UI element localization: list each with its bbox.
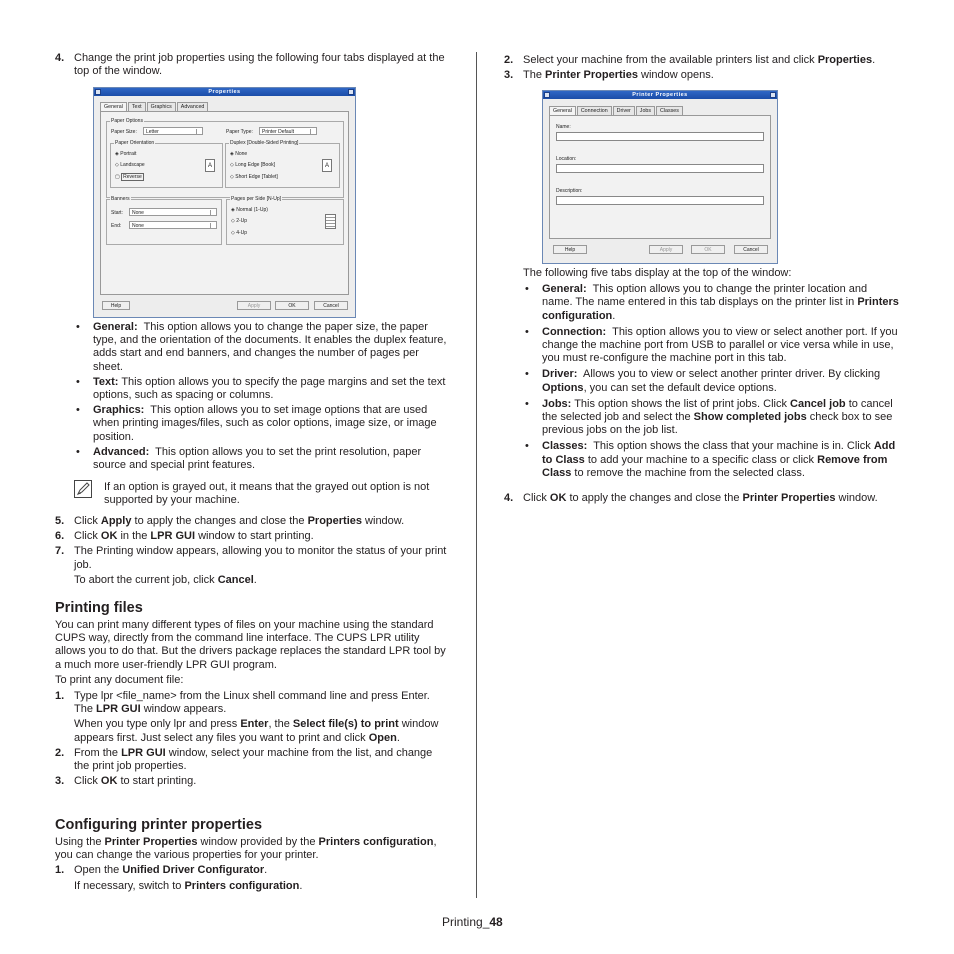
window-menu-icon [95,89,101,95]
printing-files-heading: Printing files [55,600,143,616]
printer-properties-tabs [549,106,684,115]
short-edge-radio[interactable]: ◇ Short Edge [Tablet] [230,174,278,180]
tab-connection[interactable]: Connection [577,106,612,115]
step-7: 7. The Printing window appears, allowing you to monitor the status of your print job. [55,545,447,571]
left-column-body [74,321,450,472]
note-pencil-icon [74,480,92,498]
orientation-preview-icon: A [205,159,215,172]
tab-text[interactable]: Text [128,102,146,111]
page-layout-preview-icon [325,214,336,229]
r-bullet-connection: • Connection: This option allows you to view or select another port. If you change the machine port from USB to parallel or vice versa while in use, you must re-configure the machine port in this tab. [523,326,899,366]
apply-button[interactable]: Apply [649,245,683,254]
cancel-button[interactable]: Cancel [314,301,348,310]
r-bullet-jobs: • Jobs: This option shows the list of print jobs. Click Cancel job to cancel the selected job and select the Show completed jobs check box to see previous jobs on the job list. [523,398,899,438]
banners-group: Banners Start: None End: None [106,199,222,245]
column-divider [476,52,477,898]
reverse-checkbox[interactable]: ▢ Reverse [115,174,142,180]
printer-properties-window-screenshot [542,90,778,264]
two-up-radio[interactable]: ◇ 2-Up [231,218,248,224]
four-up-radio[interactable]: ◇ 4-Up [231,230,248,236]
apply-button[interactable]: Apply [237,301,271,310]
pf-step-1: 1. Type lpr <file_name> from the Linux shell command line and press Enter. The LPR GUI window appears. [55,690,430,716]
properties-window-screenshot [93,87,356,318]
duplex-preview-icon: A [322,159,332,172]
paper-options-group: Paper Options Paper Size: Letter Paper Type: Printer Default Paper Orientation ◈ Portrait ◇ Landscape ▢ Reverse A Duplex [Double-Sided Printing] ◈ None ◇ Long Edge [Book] ◇ Short Edge [Tablet] A [106,121,344,198]
step-7-sub: To abort the current job, click Cancel. [74,573,257,586]
tab-jobs[interactable]: Jobs [636,106,655,115]
duplex-group: Duplex [Double-Sided Printing] ◈ None ◇ Long Edge [Book] ◇ Short Edge [Tablet] A [225,143,340,188]
end-banner-combo[interactable]: None [129,221,217,229]
r-step-2: 2. Select your machine from the available printers list and click Properties. [504,54,876,66]
page-footer: Printing_48 [442,915,503,929]
landscape-radio[interactable]: ◇ Landscape [115,162,145,168]
bullet-general: • General: This option allows you to change the paper size, the paper type, and the orientation of the documents. It enables the duplex feature, adds start and end banners, and changes the number of pages per sheet. [74,321,450,374]
r-step-4: 4. Click OK to apply the changes and close the Printer Properties window. [504,492,878,504]
name-field[interactable] [556,132,764,141]
paper-orientation-group: Paper Orientation ◈ Portrait ◇ Landscape ▢ Reverse A [110,143,223,188]
r-bullet-general: • General: This option allows you to change the printer location and name. The name entered in this tab displays on the printer list in Printers configuration. [523,283,899,323]
portrait-radio[interactable]: ◈ Portrait [115,151,137,157]
left-steps-5-7 [55,515,450,587]
window-menu-icon [544,92,550,98]
tab-general[interactable]: General [549,106,576,115]
printing-files-body: You can print many different types of files on your machine using the standard CUPS way, directly from the command line interface. The CUPS LPR utility allows you to do that. But the drivers package replaces the standard LPR tool by a much more user-friendly LPR GUI program. To print any document file: 1. Type lpr <file_name> from the Linux shell command line and press Enter. The LPR GUI window appears. When you type only lpr and press Enter, the Select file(s) to print window appears first. Just select any files you want to print and click Open. 2. From the LPR GUI window, select your machine from the list, and change the print job properties. 3. Click OK to start printing. [55,619,450,788]
pf-step-1-sub: When you type only lpr and press Enter, the Select file(s) to print window appears first. Just select any files you want to print and click Open. [74,718,439,744]
r-bullet-classes: • Classes: This option shows the class that your machine is in. Click Add to Class to add your machine to a specific class or click Remove from Class to remove the machine from the selected class. [523,440,899,480]
left-column [55,52,450,78]
right-column-top [504,54,899,82]
paper-type-combo[interactable]: Printer Default [259,127,317,135]
config-step-1-sub: If necessary, switch to Printers configuration. [74,879,303,892]
close-icon[interactable] [348,89,354,95]
paper-size-combo[interactable]: Letter [143,127,203,135]
bullet-graphics: • Graphics: This option allows you to set image options that are used when printing images/files, such as color options, image size, or image position. [74,404,450,444]
r-step-3: 3. The Printer Properties window opens. [504,69,714,82]
step-6: 6. Click OK in the LPR GUI window to start printing. [55,530,314,543]
ok-button[interactable]: OK [691,245,725,254]
pf-step-3: 3. Click OK to start printing. [55,775,197,788]
normal-radio[interactable]: ◈ Normal (1-Up) [231,207,268,213]
step-4: 4. Change the print job properties using the following four tabs displayed at the top of the window. [55,52,445,78]
window-title-bar: Properties [94,88,355,96]
window-title-bar: Printer Properties [543,91,777,99]
right-column-body: The following five tabs display at the top of the window: • General: This option allows you to change the printer location and name. The name entered in this tab displays on the printer list in Printers configuration. • Connection: This option allows you to view or select another port. If you change the machine port from USB to parallel or vice versa while in use, you must re-configure the machine port in this tab. • Driver: Allows you to view or select another printer driver. By clicking Options, you can set the default device options. • Jobs: This option shows the list of print jobs. Click Cancel job to cancel the selected job and select the Show completed jobs check box to see previous jobs on the job list. • Classes: This option shows the class that your machine is in. Click Add to Class to add your machine to a specific class or click Remove from Class to remove the machine from the selected class. [523,267,899,480]
tab-classes[interactable]: Classes [656,106,683,115]
properties-tabs [100,102,209,111]
general-pane [100,111,349,295]
description-field[interactable] [556,196,764,205]
close-icon[interactable] [770,92,776,98]
long-edge-radio[interactable]: ◇ Long Edge [Book] [230,162,275,168]
pf-step-2: 2. From the LPR GUI window, select your machine from the list, and change the print job properties. [55,746,433,773]
bullet-text: • Text: This option allows you to specify the page margins and set the text options, such as spacing or columns. [74,376,450,402]
note-text: If an option is grayed out, it means that the grayed out option is not supported by your machine. [104,481,430,507]
help-button[interactable]: Help [102,301,130,310]
r-bullet-driver: • Driver: Allows you to view or select another printer driver. By clicking Options, you can set the default device options. [523,368,899,394]
tab-general[interactable]: General [100,102,127,111]
location-field[interactable] [556,164,764,173]
cancel-button[interactable]: Cancel [734,245,768,254]
tab-driver[interactable]: Driver [613,106,635,115]
configuring-body: Using the Printer Properties window provided by the Printers configuration, you can change the various properties for your printer. 1. Open the Unified Driver Configurator. If necessary, switch to Printers configuration. [55,836,450,893]
start-banner-combo[interactable]: None [129,208,217,216]
step-5: 5. Click Apply to apply the changes and close the Properties window. [55,515,405,527]
pages-per-side-group: Pages per Side [N-Up] ◈ Normal (1-Up) ◇ 2-Up ◇ 4-Up [226,199,344,245]
bullet-advanced: • Advanced: This option allows you to set the print resolution, paper source and special print features. [74,446,450,472]
configuring-heading: Configuring printer properties [55,817,263,833]
ok-button[interactable]: OK [275,301,309,310]
tab-advanced[interactable]: Advanced [177,102,209,111]
duplex-none-radio[interactable]: ◈ None [230,151,248,157]
tab-graphics[interactable]: Graphics [147,102,176,111]
config-step-1: 1. Open the Unified Driver Configurator. [55,864,268,877]
help-button[interactable]: Help [553,245,587,254]
general-pane: Name: Location: Description: [549,115,771,239]
